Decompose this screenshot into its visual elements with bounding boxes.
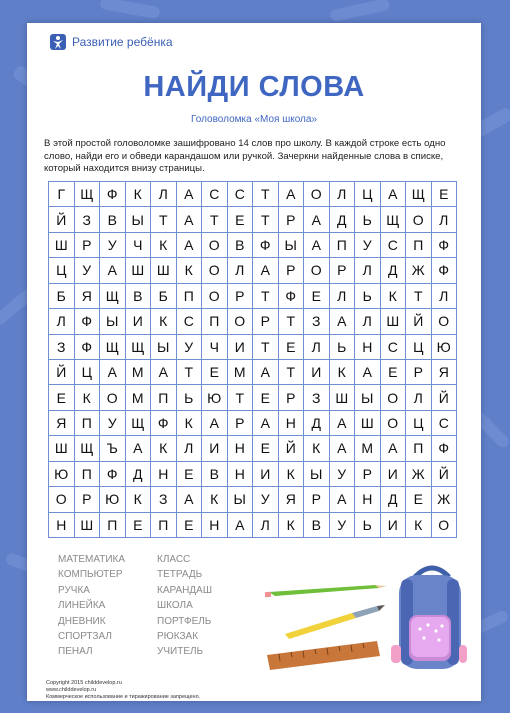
grid-cell[interactable]: Ж: [406, 462, 432, 487]
grid-cell[interactable]: Д: [381, 258, 407, 283]
grid-cell[interactable]: В: [304, 513, 330, 538]
grid-cell[interactable]: Ы: [100, 309, 126, 334]
grid-cell[interactable]: П: [151, 385, 177, 410]
grid-cell[interactable]: Ь: [355, 513, 381, 538]
grid-cell[interactable]: А: [304, 207, 330, 232]
grid-cell[interactable]: К: [330, 360, 356, 385]
grid-cell[interactable]: Ж: [406, 258, 432, 283]
grid-cell[interactable]: Р: [75, 233, 101, 258]
word-search-grid: [48, 181, 457, 538]
grid-cell[interactable]: А: [126, 436, 152, 461]
grid-cell[interactable]: Ь: [177, 385, 203, 410]
grid-cell[interactable]: У: [330, 513, 356, 538]
grid-cell[interactable]: А: [253, 258, 279, 283]
word-list-item: ЛИНЕЙКА: [58, 600, 106, 612]
grid-cell[interactable]: О: [228, 309, 254, 334]
grid-cell[interactable]: А: [330, 309, 356, 334]
grid-cell[interactable]: Я: [49, 411, 75, 436]
grid-cell[interactable]: Ж: [432, 487, 458, 512]
grid-cell[interactable]: А: [253, 411, 279, 436]
grid-cell[interactable]: Е: [432, 182, 458, 207]
grid-cell[interactable]: К: [406, 513, 432, 538]
grid-cell[interactable]: У: [330, 462, 356, 487]
grid-cell[interactable]: Р: [253, 309, 279, 334]
grid-cell[interactable]: Н: [228, 462, 254, 487]
grid-cell[interactable]: С: [381, 233, 407, 258]
word-list-item: ПОРТФЕЛЬ: [157, 615, 212, 627]
grid-cell[interactable]: У: [355, 233, 381, 258]
grid-cell[interactable]: Щ: [126, 411, 152, 436]
grid-cell[interactable]: А: [330, 436, 356, 461]
grid-cell[interactable]: К: [75, 385, 101, 410]
grid-cell[interactable]: М: [126, 385, 152, 410]
grid-cell[interactable]: Л: [330, 182, 356, 207]
grid-cell[interactable]: Т: [253, 207, 279, 232]
grid-cell[interactable]: Ю: [100, 487, 126, 512]
word-list-item: ДНЕВНИК: [58, 615, 106, 627]
grid-cell[interactable]: С: [432, 411, 458, 436]
page-title: НАЙДИ СЛОВА: [143, 71, 365, 103]
grid-cell[interactable]: Ф: [75, 335, 101, 360]
grid-cell[interactable]: И: [381, 513, 407, 538]
grid-cell[interactable]: И: [253, 462, 279, 487]
grid-cell[interactable]: А: [177, 207, 203, 232]
grid-cell[interactable]: А: [177, 233, 203, 258]
grid-cell[interactable]: Ф: [75, 309, 101, 334]
word-list-item: УЧИТЕЛЬ: [157, 646, 204, 658]
grid-cell[interactable]: К: [126, 487, 152, 512]
grid-cell[interactable]: П: [202, 309, 228, 334]
grid-cell[interactable]: П: [100, 513, 126, 538]
grid-cell[interactable]: Ш: [355, 411, 381, 436]
grid-cell[interactable]: Ш: [151, 258, 177, 283]
grid-cell[interactable]: М: [355, 436, 381, 461]
grid-cell[interactable]: Ь: [355, 207, 381, 232]
grid-cell[interactable]: Щ: [100, 284, 126, 309]
grid-cell[interactable]: П: [406, 233, 432, 258]
grid-cell[interactable]: П: [151, 513, 177, 538]
grid-cell[interactable]: О: [381, 411, 407, 436]
grid-cell[interactable]: Ш: [330, 385, 356, 410]
grid-cell[interactable]: Л: [49, 309, 75, 334]
grid-cell[interactable]: Ш: [49, 436, 75, 461]
grid-cell[interactable]: Щ: [406, 182, 432, 207]
grid-cell[interactable]: Г: [49, 182, 75, 207]
grid-cell[interactable]: Щ: [100, 335, 126, 360]
grid-cell[interactable]: Е: [202, 360, 228, 385]
grid-cell[interactable]: Т: [228, 385, 254, 410]
grid-cell[interactable]: Д: [126, 462, 152, 487]
grid-cell[interactable]: Д: [330, 207, 356, 232]
grid-cell[interactable]: В: [126, 284, 152, 309]
grid-cell[interactable]: С: [381, 335, 407, 360]
grid-cell[interactable]: Б: [151, 284, 177, 309]
logo: [49, 33, 173, 51]
grid-cell[interactable]: К: [151, 309, 177, 334]
grid-cell[interactable]: Н: [202, 513, 228, 538]
grid-cell[interactable]: А: [355, 360, 381, 385]
word-list-item: СПОРТЗАЛ: [58, 630, 112, 642]
grid-cell[interactable]: О: [100, 385, 126, 410]
word-list-item: КЛАСС: [157, 554, 191, 565]
grid-cell[interactable]: П: [75, 411, 101, 436]
logo-text: Развитие ребёнка: [72, 35, 173, 49]
grid-cell[interactable]: А: [151, 360, 177, 385]
backpack-icon: [391, 568, 467, 669]
grid-cell[interactable]: Ъ: [100, 436, 126, 461]
grid-cell[interactable]: А: [228, 513, 254, 538]
grid-cell[interactable]: К: [151, 436, 177, 461]
grid-cell[interactable]: Ф: [253, 233, 279, 258]
grid-cell[interactable]: Т: [202, 207, 228, 232]
grid-cell[interactable]: О: [202, 284, 228, 309]
word-list-item: ШКОЛА: [157, 600, 193, 612]
grid-cell[interactable]: Р: [228, 411, 254, 436]
grid-cell[interactable]: Л: [304, 335, 330, 360]
grid-cell[interactable]: Р: [355, 462, 381, 487]
grid-cell[interactable]: Н: [151, 462, 177, 487]
grid-cell[interactable]: К: [202, 487, 228, 512]
grid-cell[interactable]: К: [279, 462, 305, 487]
grid-cell[interactable]: Е: [126, 513, 152, 538]
grid-cell[interactable]: О: [304, 182, 330, 207]
grid-cell[interactable]: И: [304, 360, 330, 385]
grid-cell[interactable]: З: [49, 335, 75, 360]
grid-cell[interactable]: И: [126, 309, 152, 334]
grid-cell[interactable]: Я: [279, 487, 305, 512]
grid-cell[interactable]: С: [202, 182, 228, 207]
grid-cell[interactable]: Н: [355, 335, 381, 360]
grid-cell[interactable]: К: [279, 513, 305, 538]
grid-cell[interactable]: Й: [49, 207, 75, 232]
grid-cell[interactable]: О: [432, 309, 458, 334]
school-supplies-illustration: [227, 545, 467, 675]
word-list-item: КАРАНДАШ: [157, 584, 212, 596]
grid-cell[interactable]: О: [49, 487, 75, 512]
grid-cell[interactable]: Н: [228, 436, 254, 461]
grid-cell[interactable]: Щ: [126, 335, 152, 360]
grid-cell[interactable]: Ч: [126, 233, 152, 258]
grid-cell[interactable]: Е: [228, 207, 254, 232]
grid-cell[interactable]: П: [330, 233, 356, 258]
grid-cell[interactable]: С: [177, 309, 203, 334]
grid-cell[interactable]: Е: [177, 513, 203, 538]
grid-cell[interactable]: Н: [49, 513, 75, 538]
grid-cell[interactable]: И: [381, 462, 407, 487]
grid-cell[interactable]: В: [228, 233, 254, 258]
grid-cell[interactable]: О: [304, 258, 330, 283]
word-list-item: ПЕНАЛ: [58, 646, 93, 658]
grid-cell[interactable]: Н: [355, 487, 381, 512]
grid-cell[interactable]: Ь: [355, 284, 381, 309]
grid-cell[interactable]: Щ: [75, 182, 101, 207]
grid-cell[interactable]: Ш: [126, 258, 152, 283]
grid-cell[interactable]: Т: [279, 309, 305, 334]
copyright-footer: [46, 680, 200, 701]
grid-cell[interactable]: Й: [432, 385, 458, 410]
grid-cell[interactable]: Е: [49, 385, 75, 410]
grid-cell[interactable]: Ф: [279, 284, 305, 309]
grid-cell[interactable]: Л: [432, 284, 458, 309]
grid-cell[interactable]: Ь: [330, 335, 356, 360]
grid-cell[interactable]: Т: [253, 182, 279, 207]
grid-cell[interactable]: Ц: [406, 335, 432, 360]
grid-cell[interactable]: Ф: [432, 258, 458, 283]
grid-cell[interactable]: Ш: [75, 513, 101, 538]
grid-cell[interactable]: А: [304, 233, 330, 258]
grid-cell[interactable]: Е: [381, 360, 407, 385]
grid-cell[interactable]: Ч: [202, 335, 228, 360]
grid-cell[interactable]: Ю: [432, 335, 458, 360]
grid-cell[interactable]: Т: [151, 207, 177, 232]
grid-cell[interactable]: К: [381, 284, 407, 309]
word-list-item: МАТЕМАТИКА: [58, 554, 126, 565]
grid-cell[interactable]: Й: [432, 462, 458, 487]
grid-cell[interactable]: Ю: [202, 385, 228, 410]
grid-cell[interactable]: А: [330, 487, 356, 512]
grid-cell[interactable]: О: [202, 258, 228, 283]
grid-cell[interactable]: Ф: [151, 411, 177, 436]
grid-cell[interactable]: А: [100, 258, 126, 283]
instructions-text: В этой простой головоломке зашифровано 14 слов про школу. В каждой строке есть одно слово, найди его и обведи карандашом или ручкой. Зачеркни найденные слова в списке, который находится внизу страницы.: [44, 138, 446, 174]
grid-cell[interactable]: Л: [355, 309, 381, 334]
grid-cell[interactable]: Ц: [49, 258, 75, 283]
grid-cell[interactable]: Л: [151, 182, 177, 207]
grid-cell[interactable]: Е: [406, 487, 432, 512]
grid-cell[interactable]: Щ: [381, 207, 407, 232]
grid-cell[interactable]: Р: [228, 284, 254, 309]
grid-cell[interactable]: К: [177, 411, 203, 436]
grid-cell[interactable]: Р: [330, 258, 356, 283]
grid-cell[interactable]: З: [304, 385, 330, 410]
grid-cell[interactable]: О: [432, 513, 458, 538]
grid-cell[interactable]: П: [75, 462, 101, 487]
grid-cell[interactable]: З: [304, 309, 330, 334]
grid-cell[interactable]: Р: [75, 487, 101, 512]
grid-cell[interactable]: К: [177, 258, 203, 283]
grid-cell[interactable]: Ы: [228, 487, 254, 512]
grid-cell[interactable]: Й: [406, 309, 432, 334]
word-list-item: РУЧКА: [58, 584, 90, 596]
grid-cell[interactable]: З: [151, 487, 177, 512]
word-list-item: РЮКЗАК: [157, 630, 199, 642]
grid-cell[interactable]: Р: [406, 360, 432, 385]
word-list-item: КОМПЬЮТЕР: [58, 569, 123, 581]
grid-cell[interactable]: А: [100, 360, 126, 385]
grid-cell[interactable]: Л: [330, 284, 356, 309]
grid-cell[interactable]: О: [202, 233, 228, 258]
grid-cell[interactable]: Л: [406, 385, 432, 410]
grid-cell[interactable]: Ц: [406, 411, 432, 436]
grid-cell[interactable]: Ш: [49, 233, 75, 258]
grid-cell[interactable]: Ф: [432, 436, 458, 461]
grid-cell[interactable]: Т: [279, 360, 305, 385]
grid-cell[interactable]: Р: [279, 385, 305, 410]
star-figure-icon: [49, 33, 67, 51]
grid-cell[interactable]: Л: [228, 258, 254, 283]
grid-cell[interactable]: К: [151, 233, 177, 258]
grid-cell[interactable]: Я: [432, 360, 458, 385]
grid-cell[interactable]: Т: [406, 284, 432, 309]
grid-cell[interactable]: А: [177, 487, 203, 512]
page-subtitle: Головоломка «Моя школа»: [190, 114, 318, 125]
grid-cell[interactable]: У: [253, 487, 279, 512]
worksheet-page: [27, 23, 481, 701]
grid-cell[interactable]: М: [126, 360, 152, 385]
grid-cell[interactable]: К: [304, 436, 330, 461]
grid-cell[interactable]: Л: [355, 258, 381, 283]
grid-cell[interactable]: П: [177, 284, 203, 309]
grid-cell[interactable]: А: [177, 182, 203, 207]
grid-cell[interactable]: М: [228, 360, 254, 385]
grid-cell[interactable]: В: [100, 207, 126, 232]
grid-cell[interactable]: Р: [304, 487, 330, 512]
grid-cell[interactable]: Ш: [381, 309, 407, 334]
grid-cell[interactable]: З: [75, 207, 101, 232]
grid-cell[interactable]: Й: [49, 360, 75, 385]
grid-cell[interactable]: Ю: [49, 462, 75, 487]
grid-cell[interactable]: Ф: [100, 182, 126, 207]
grid-cell[interactable]: И: [228, 335, 254, 360]
grid-cell[interactable]: Р: [279, 258, 305, 283]
grid-cell[interactable]: А: [381, 182, 407, 207]
grid-cell[interactable]: У: [100, 233, 126, 258]
grid-cell[interactable]: И: [202, 436, 228, 461]
grid-cell[interactable]: Н: [279, 411, 305, 436]
grid-cell[interactable]: Ы: [355, 385, 381, 410]
grid-cell[interactable]: Т: [177, 360, 203, 385]
grid-cell[interactable]: Е: [279, 335, 305, 360]
grid-cell[interactable]: Ы: [279, 233, 305, 258]
grid-cell[interactable]: Б: [49, 284, 75, 309]
grid-cell[interactable]: П: [406, 436, 432, 461]
ruler-icon: [267, 641, 380, 670]
grid-cell[interactable]: У: [177, 335, 203, 360]
grid-cell[interactable]: Ы: [126, 207, 152, 232]
grid-cell[interactable]: Ф: [100, 462, 126, 487]
grid-cell[interactable]: Щ: [75, 436, 101, 461]
grid-cell[interactable]: Л: [253, 513, 279, 538]
grid-cell[interactable]: Д: [304, 411, 330, 436]
grid-cell[interactable]: В: [202, 462, 228, 487]
copyright-line: Copyright 2015 childdevelop.ru: [46, 680, 122, 686]
grid-cell[interactable]: С: [228, 182, 254, 207]
grid-cell[interactable]: Й: [279, 436, 305, 461]
grid-cell[interactable]: О: [381, 385, 407, 410]
grid-cell[interactable]: Т: [253, 335, 279, 360]
grid-cell[interactable]: О: [406, 207, 432, 232]
grid-cell[interactable]: Ы: [151, 335, 177, 360]
grid-cell[interactable]: Ц: [75, 360, 101, 385]
word-list-item: ТЕТРАДЬ: [157, 569, 203, 581]
grid-cell[interactable]: А: [279, 182, 305, 207]
grid-cell[interactable]: У: [100, 411, 126, 436]
grid-cell[interactable]: Ы: [304, 462, 330, 487]
grid-cell[interactable]: А: [202, 411, 228, 436]
website-line: www.childdevelop.ru: [46, 687, 97, 693]
grid-cell[interactable]: Д: [381, 487, 407, 512]
grid-cell[interactable]: Ц: [355, 182, 381, 207]
grid-cell[interactable]: Л: [177, 436, 203, 461]
yellow-pen-icon: [285, 605, 385, 639]
grid-cell[interactable]: Т: [253, 284, 279, 309]
grid-cell[interactable]: Е: [253, 385, 279, 410]
grid-cell[interactable]: А: [381, 436, 407, 461]
grid-cell[interactable]: А: [253, 360, 279, 385]
grid-cell[interactable]: У: [75, 258, 101, 283]
grid-cell[interactable]: Е: [253, 436, 279, 461]
grid-cell[interactable]: Ф: [432, 233, 458, 258]
grid-cell[interactable]: Р: [279, 207, 305, 232]
grid-cell[interactable]: Е: [177, 462, 203, 487]
grid-cell[interactable]: К: [126, 182, 152, 207]
grid-cell[interactable]: Л: [432, 207, 458, 232]
grid-cell[interactable]: А: [330, 411, 356, 436]
green-pencil-icon: [265, 585, 387, 597]
grid-cell[interactable]: Я: [75, 284, 101, 309]
usage-notice-line: Коммерческое использование и тиражирование запрещено.: [46, 694, 201, 700]
grid-cell[interactable]: Е: [304, 284, 330, 309]
